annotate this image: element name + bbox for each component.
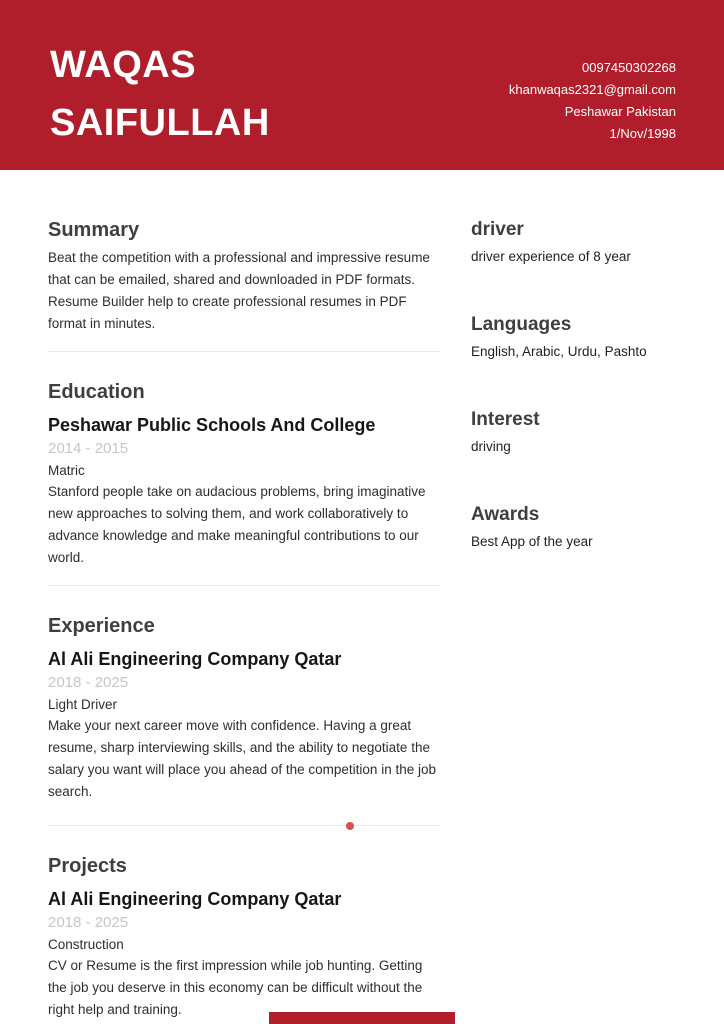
awards-text: Best App of the year (471, 534, 593, 549)
candidate-name (50, 0, 270, 170)
experience-role: Light Driver (48, 697, 118, 712)
divider-line (48, 585, 440, 586)
divider-after-summary (48, 351, 440, 352)
divider-after-experience (48, 825, 440, 826)
education-text: Stanford people take on audacious problems, bring imaginative new approaches to solving them, and work collaboratively to advance knowledge and make meaningful contributions to our world. (48, 484, 426, 565)
contact-email: khanwaqas2321@gmail.com (508, 82, 676, 97)
red-dot-marker (346, 822, 354, 830)
summary-heading: Summary (48, 219, 140, 241)
languages-heading: Languages (471, 314, 572, 335)
candidate-name-line2: SAIFULLAH (50, 102, 270, 144)
contact-block (509, 0, 676, 170)
section-awards (471, 503, 676, 552)
education-degree: Matric (48, 463, 85, 478)
candidate-name-line1: WAQAS (50, 44, 197, 86)
interest-heading: Interest (471, 409, 540, 430)
main-column (48, 218, 440, 1021)
section-summary (48, 218, 440, 335)
contact-phone: 0097450302268 (582, 60, 676, 75)
contact-dob: 1/Nov/1998 (609, 126, 676, 141)
footer-accent-bar (269, 1012, 455, 1024)
summary-text: Beat the competition with a professional and impressive resume that can be emailed, shared and downloaded in PDF formats. Resume Builder help to create professional resumes in PDF format in minutes. (48, 250, 430, 331)
divider-line (48, 351, 440, 352)
content-area (0, 170, 724, 1021)
education-school: Peshawar Public Schools And College (48, 415, 376, 435)
section-languages (471, 313, 676, 362)
divider-line (48, 825, 440, 826)
education-dates: 2014 - 2015 (48, 440, 129, 457)
side-column (471, 218, 676, 1021)
project-company: Al Ali Engineering Company Qatar (48, 889, 342, 909)
languages-text: English, Arabic, Urdu, Pashto (471, 344, 647, 359)
project-dates: 2018 - 2025 (48, 914, 129, 931)
project-role: Construction (48, 937, 124, 952)
driver-heading: driver (471, 219, 524, 240)
section-projects (48, 854, 440, 1021)
experience-heading: Experience (48, 615, 155, 637)
header-band (0, 0, 724, 170)
experience-company: Al Ali Engineering Company Qatar (48, 649, 342, 669)
contact-location: Peshawar Pakistan (564, 104, 676, 119)
project-text: CV or Resume is the first impression while job hunting. Getting the job you deserve in this economy can be difficult without the right help and training. (48, 958, 423, 1017)
awards-heading: Awards (471, 504, 540, 525)
experience-text: Make your next career move with confidence. Having a great resume, sharp interviewing skills, and the ability to negotiate the salary you want will place you ahead of the competition in the job search. (48, 718, 436, 799)
section-interest (471, 408, 676, 457)
section-education (48, 380, 440, 569)
divider-after-education (48, 585, 440, 586)
education-heading: Education (48, 381, 145, 403)
section-experience (48, 614, 440, 803)
section-driver (471, 218, 676, 267)
projects-heading: Projects (48, 855, 127, 877)
interest-text: driving (471, 439, 511, 454)
experience-dates: 2018 - 2025 (48, 674, 129, 691)
driver-text: driver experience of 8 year (471, 249, 631, 264)
